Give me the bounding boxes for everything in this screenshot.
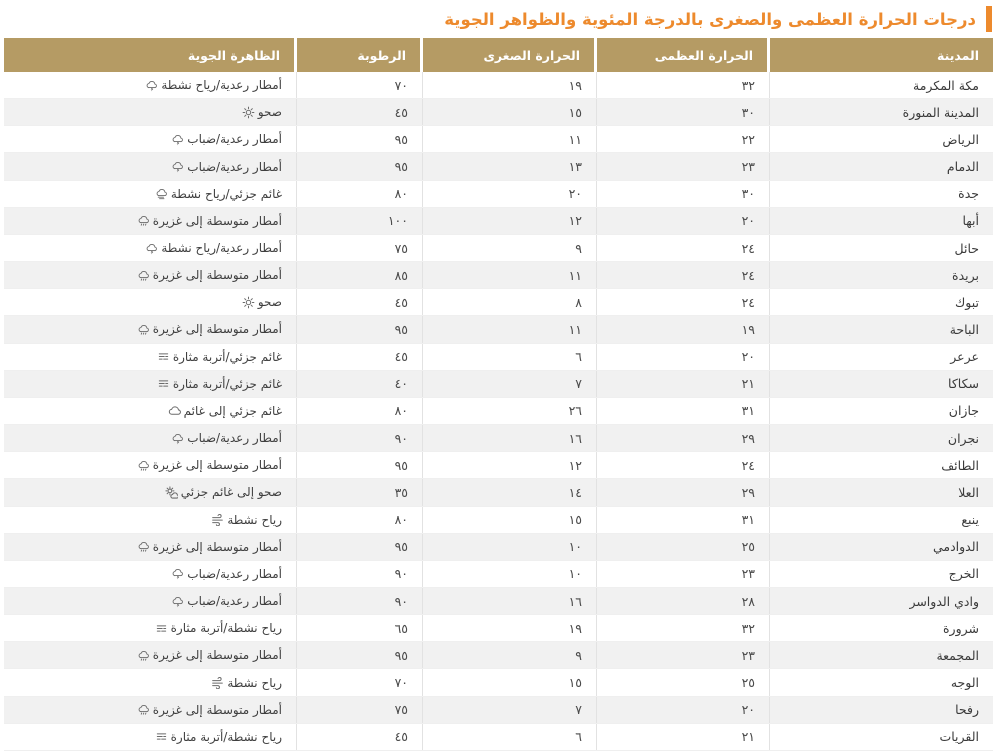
phenomenon-label: رياح نشطة [227, 675, 282, 690]
min-temp-cell: ١٩ [423, 615, 597, 641]
dust-icon [157, 350, 170, 363]
max-temp-cell: ٢٠ [597, 697, 770, 723]
phenomenon-label: غائم جزئي/أتربة مثارة [172, 376, 282, 391]
humidity-cell: ٤٥ [297, 289, 423, 315]
phenomenon-cell [4, 561, 297, 587]
humidity-cell: ٦٥ [297, 615, 423, 641]
city-cell: بريدة [952, 267, 979, 283]
dust-icon [155, 730, 168, 743]
min-temp-cell: ٧ [423, 697, 597, 723]
humidity-cell: ٧٥ [297, 697, 423, 723]
humidity-cell: ٩٥ [297, 452, 423, 478]
phenomenon-label: أمطار رعدية/ضباب [187, 566, 282, 581]
table-row [4, 344, 993, 371]
humidity-cell: ٤٥ [297, 724, 423, 750]
table-row [4, 479, 993, 506]
phenomenon-cell [4, 126, 297, 152]
phenomenon-cell [4, 724, 297, 750]
phenomenon-cell [4, 181, 297, 207]
dust-icon [157, 377, 170, 390]
phenomenon-label: أمطار رعدية/رياح نشطة [161, 241, 282, 256]
humidity-cell: ٩٠ [297, 425, 423, 451]
title-accent-bar [986, 6, 992, 32]
phenomenon-label: صحو [257, 295, 282, 310]
rain-icon [137, 540, 150, 553]
phenomenon-label: رياح نشطة/أتربة مثارة [170, 621, 282, 636]
max-temp-cell: ٢٣ [597, 153, 770, 179]
humidity-cell: ٧٥ [297, 235, 423, 261]
phenomenon-cell [4, 344, 297, 370]
city-cell: ينبع [961, 512, 979, 528]
min-temp-cell: ٢٦ [423, 398, 597, 424]
city-cell: جدة [958, 186, 979, 202]
column-header-max-temp: الحرارة العظمى [597, 38, 770, 72]
city-cell: رفحا [955, 702, 979, 718]
max-temp-cell: ٣١ [597, 398, 770, 424]
page-header [0, 0, 1000, 38]
phenomenon-cell [4, 697, 297, 723]
phenomenon-label: أمطار متوسطة إلى غزيرة [152, 268, 282, 283]
thunderstorm-icon [171, 160, 184, 173]
max-temp-cell: ٢٠ [597, 344, 770, 370]
table-row [4, 235, 993, 262]
city-cell: مكة المكرمة [913, 77, 979, 93]
thunderstorm-icon [171, 133, 184, 146]
thunderstorm-icon [171, 567, 184, 580]
table-row [4, 208, 993, 235]
phenomenon-cell [4, 588, 297, 614]
rain-icon [137, 269, 150, 282]
city-cell: الطائف [941, 457, 979, 473]
table-header-row [4, 38, 993, 72]
phenomenon-label: صحو [257, 105, 282, 120]
phenomenon-cell [4, 398, 297, 424]
phenomenon-label: أمطار متوسطة إلى غزيرة [152, 539, 282, 554]
max-temp-cell: ٢٨ [597, 588, 770, 614]
city-cell: الرياض [942, 131, 979, 147]
phenomenon-cell [4, 235, 297, 261]
thunderstorm-icon [145, 242, 158, 255]
city-cell: أبها [962, 213, 979, 229]
cloud-wind-icon [155, 187, 168, 200]
city-cell: عرعر [950, 349, 979, 365]
humidity-cell: ٧٠ [297, 669, 423, 695]
min-temp-cell: ١١ [423, 316, 597, 342]
phenomenon-cell [4, 208, 297, 234]
city-cell: المجمعة [936, 647, 979, 663]
phenomenon-label: رياح نشطة/أتربة مثارة [170, 729, 282, 744]
max-temp-cell: ٢١ [597, 724, 770, 750]
rain-icon [137, 214, 150, 227]
city-cell: المدينة المنورة [902, 104, 979, 120]
rain-icon [137, 649, 150, 662]
phenomenon-label: أمطار متوسطة إلى غزيرة [152, 702, 282, 717]
phenomenon-label: غائم جزئي/رياح نشطة [170, 186, 282, 201]
city-cell: نجران [947, 430, 979, 446]
phenomenon-label: أمطار رعدية/ضباب [187, 159, 282, 174]
phenomenon-label: صحو إلى غائم جزئي [180, 485, 282, 500]
max-temp-cell: ٢٣ [597, 642, 770, 668]
city-cell: العلا [958, 484, 979, 500]
phenomenon-cell [4, 289, 297, 315]
city-cell: الوجه [950, 675, 979, 691]
table-row [4, 316, 993, 343]
max-temp-cell: ٢٩ [597, 425, 770, 451]
max-temp-cell: ٣٢ [597, 615, 770, 641]
table-row [4, 398, 993, 425]
table-row [4, 534, 993, 561]
thunderstorm-icon [171, 432, 184, 445]
table-row [4, 669, 993, 696]
humidity-cell: ٩٠ [297, 588, 423, 614]
max-temp-cell: ٢٤ [597, 235, 770, 261]
table-row [4, 452, 993, 479]
humidity-cell: ٤٥ [297, 344, 423, 370]
sun-icon [242, 296, 255, 309]
phenomenon-label: أمطار رعدية/ضباب [187, 594, 282, 609]
max-temp-cell: ٢٠ [597, 208, 770, 234]
rain-icon [137, 459, 150, 472]
phenomenon-label: أمطار متوسطة إلى غزيرة [152, 213, 282, 228]
city-cell: سكاكا [948, 376, 979, 392]
wind-icon [211, 513, 224, 526]
city-cell: تبوك [954, 294, 979, 310]
min-temp-cell: ١٠ [423, 534, 597, 560]
max-temp-cell: ٣٢ [597, 72, 770, 98]
table-row [4, 615, 993, 642]
humidity-cell: ٤٥ [297, 99, 423, 125]
city-cell: الباحة [949, 321, 979, 337]
table-row [4, 289, 993, 316]
max-temp-cell: ٢٤ [597, 289, 770, 315]
column-header-city: المدينة [937, 47, 979, 63]
column-header-min-temp: الحرارة الصغرى [423, 38, 597, 72]
humidity-cell: ٣٥ [297, 479, 423, 505]
phenomenon-cell [4, 99, 297, 125]
table-row [4, 588, 993, 615]
page-title: درجات الحرارة العظمى والصغرى بالدرجة المئوية والظواهر الجوية [444, 9, 976, 29]
phenomenon-label: أمطار رعدية/ضباب [187, 431, 282, 446]
table-row [4, 425, 993, 452]
phenomenon-cell [4, 72, 297, 98]
min-temp-cell: ١٢ [423, 452, 597, 478]
max-temp-cell: ١٩ [597, 316, 770, 342]
city-cell: الخرج [948, 566, 979, 582]
min-temp-cell: ٦ [423, 724, 597, 750]
weather-table [4, 38, 993, 751]
table-row [4, 262, 993, 289]
city-cell: وادي الدواسر [909, 593, 979, 609]
min-temp-cell: ٩ [423, 642, 597, 668]
humidity-cell: ٩٠ [297, 561, 423, 587]
city-cell: شرورة [943, 620, 979, 636]
phenomenon-cell [4, 262, 297, 288]
min-temp-cell: ١٣ [423, 153, 597, 179]
humidity-cell: ٨٥ [297, 262, 423, 288]
table-row [4, 153, 993, 180]
table-row [4, 126, 993, 153]
max-temp-cell: ٢٣ [597, 561, 770, 587]
min-temp-cell: ١٥ [423, 507, 597, 533]
sun-cloud-icon [165, 486, 178, 499]
table-row [4, 181, 993, 208]
humidity-cell: ٨٠ [297, 507, 423, 533]
min-temp-cell: ٩ [423, 235, 597, 261]
phenomenon-label: غائم جزئي/أتربة مثارة [172, 349, 282, 364]
phenomenon-cell [4, 452, 297, 478]
humidity-cell: ٩٥ [297, 153, 423, 179]
city-cell: الدوادمي [932, 539, 979, 555]
thunderstorm-icon [171, 595, 184, 608]
phenomenon-cell [4, 316, 297, 342]
min-temp-cell: ١٦ [423, 588, 597, 614]
rain-icon [137, 703, 150, 716]
column-header-humidity: الرطوبة [297, 38, 423, 72]
phenomenon-cell [4, 507, 297, 533]
humidity-cell: ٧٠ [297, 72, 423, 98]
rain-icon [137, 323, 150, 336]
cloud-icon [168, 404, 181, 417]
phenomenon-cell [4, 615, 297, 641]
humidity-cell: ١٠٠ [297, 208, 423, 234]
table-body [4, 72, 993, 751]
min-temp-cell: ١١ [423, 126, 597, 152]
phenomenon-label: أمطار رعدية/رياح نشطة [161, 78, 282, 93]
city-cell: القريات [939, 729, 979, 745]
thunderstorm-icon [145, 79, 158, 92]
phenomenon-label: أمطار متوسطة إلى غزيرة [152, 322, 282, 337]
phenomenon-cell [4, 153, 297, 179]
min-temp-cell: ١٦ [423, 425, 597, 451]
humidity-cell: ٤٠ [297, 371, 423, 397]
min-temp-cell: ١١ [423, 262, 597, 288]
min-temp-cell: ١٢ [423, 208, 597, 234]
sun-icon [242, 106, 255, 119]
max-temp-cell: ٢٩ [597, 479, 770, 505]
humidity-cell: ٨٠ [297, 398, 423, 424]
phenomenon-label: رياح نشطة [227, 512, 282, 527]
table-row [4, 561, 993, 588]
table-row [4, 642, 993, 669]
max-temp-cell: ٣١ [597, 507, 770, 533]
min-temp-cell: ٨ [423, 289, 597, 315]
max-temp-cell: ٢١ [597, 371, 770, 397]
table-row [4, 99, 993, 126]
min-temp-cell: ٢٠ [423, 181, 597, 207]
city-cell: جازان [948, 403, 979, 419]
table-row [4, 724, 993, 751]
phenomenon-label: أمطار متوسطة إلى غزيرة [152, 648, 282, 663]
table-row [4, 371, 993, 398]
phenomenon-cell [4, 534, 297, 560]
phenomenon-cell [4, 425, 297, 451]
dust-icon [155, 622, 168, 635]
table-row [4, 507, 993, 534]
phenomenon-cell [4, 669, 297, 695]
humidity-cell: ٩٥ [297, 642, 423, 668]
min-temp-cell: ١٠ [423, 561, 597, 587]
max-temp-cell: ٢٤ [597, 262, 770, 288]
max-temp-cell: ٢٥ [597, 534, 770, 560]
min-temp-cell: ٦ [423, 344, 597, 370]
phenomenon-label: غائم جزئي إلى غائم [183, 403, 282, 418]
humidity-cell: ٨٠ [297, 181, 423, 207]
humidity-cell: ٩٥ [297, 534, 423, 560]
max-temp-cell: ٢٢ [597, 126, 770, 152]
table-row [4, 697, 993, 724]
max-temp-cell: ٣٠ [597, 99, 770, 125]
phenomenon-label: أمطار رعدية/ضباب [187, 132, 282, 147]
max-temp-cell: ٢٤ [597, 452, 770, 478]
phenomenon-label: أمطار متوسطة إلى غزيرة [152, 458, 282, 473]
min-temp-cell: ٧ [423, 371, 597, 397]
max-temp-cell: ٢٥ [597, 669, 770, 695]
humidity-cell: ٩٥ [297, 126, 423, 152]
wind-icon [211, 676, 224, 689]
city-cell: الدمام [946, 159, 979, 175]
humidity-cell: ٩٥ [297, 316, 423, 342]
min-temp-cell: ١٤ [423, 479, 597, 505]
min-temp-cell: ١٥ [423, 669, 597, 695]
phenomenon-cell [4, 479, 297, 505]
phenomenon-cell [4, 642, 297, 668]
city-cell: حائل [954, 240, 979, 256]
phenomenon-cell [4, 371, 297, 397]
table-row [4, 72, 993, 99]
min-temp-cell: ١٥ [423, 99, 597, 125]
min-temp-cell: ١٩ [423, 72, 597, 98]
max-temp-cell: ٣٠ [597, 181, 770, 207]
column-header-phenomenon: الظاهرة الجوية [4, 38, 297, 72]
